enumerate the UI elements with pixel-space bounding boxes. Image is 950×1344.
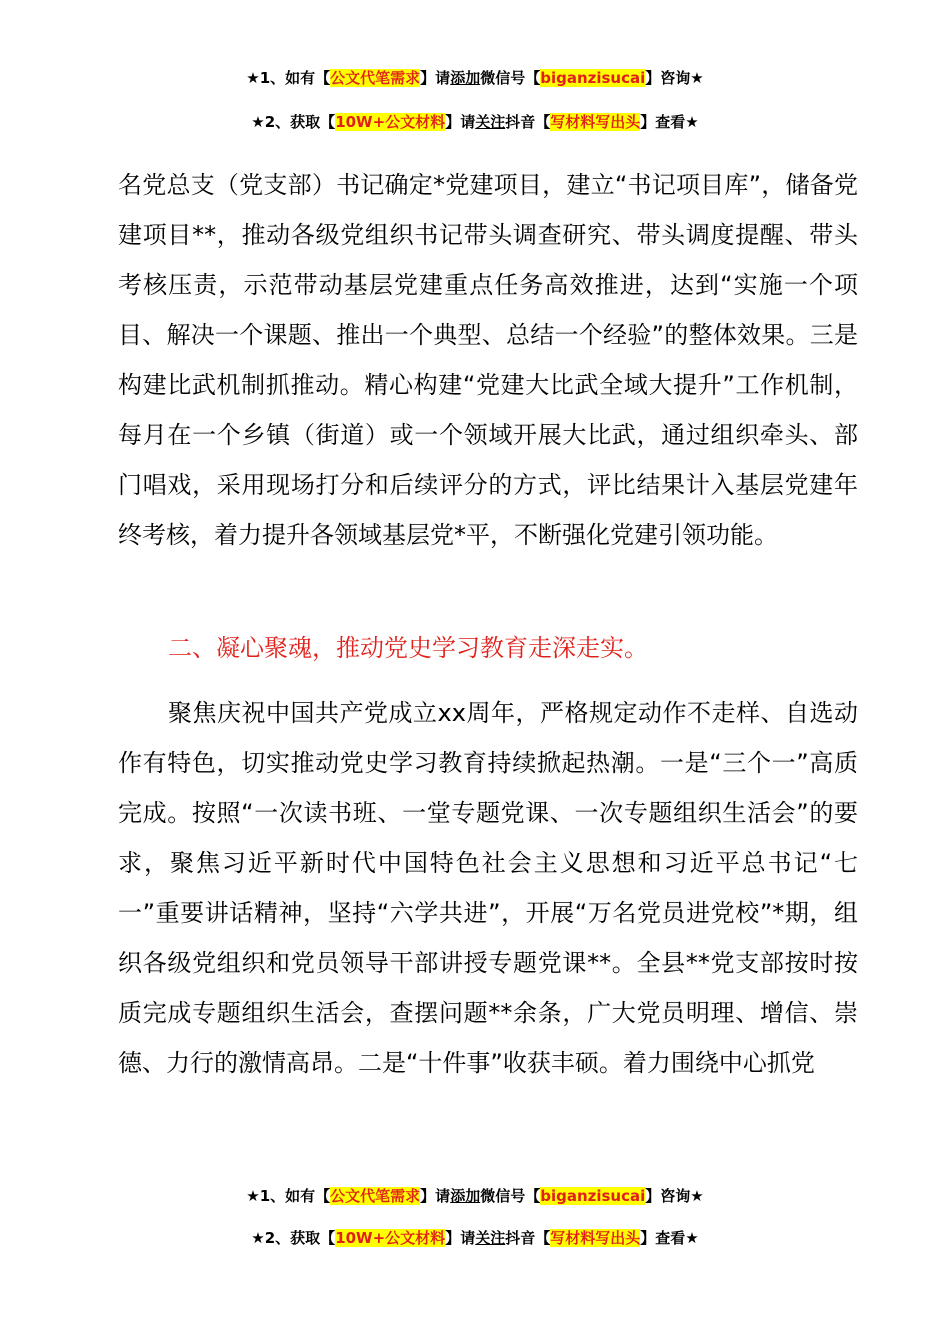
promo-text: 抖音【 [505,113,551,131]
promo-highlight-douyin: 写材料写出头 [550,113,641,131]
promo-text: 抖音【 [505,1229,551,1247]
body-paragraph-1: 名党总支（党支部）书记确定*党建项目，建立“书记项目库”，储备党建项目**，推动各级党组织书记带头调查研究、带头调度提醒、带头考核压责，示范带动基层党建重点任务高效推进，达到“实施一个项目、解决一个课题、推出一个典型、总结一个经验”的整体效果。三是构建比武机制抓推动。精心构建“党建大比武全域大提升”工作机制，每月在一个乡镇（街道）或一个领域开展大比武，通过组织牵头、部门唱戏，采用现场打分和后续评分的方式，评比结果计入基层党建年终考核，着力提升各领域基层党*平，不断强化党建引领功能。 [118,171,858,549]
footer-promo-line-2 [0,1227,950,1249]
promo-prefix: ★2、获取【 [251,1229,336,1247]
promo-underlined-text: 添加 [450,1187,481,1205]
promo-highlight-service: 公文代笔需求 [330,1187,421,1205]
promo-text: 微信号【 [480,69,541,87]
promo-underlined-text: 关注 [475,1229,506,1247]
promo-suffix: 】查看★ [640,113,699,131]
promo-highlight-materials: 10W+公文材料 [335,113,446,131]
footer-promo-line-1 [0,1185,950,1207]
promo-text: 】请 [420,69,451,87]
promo-text: 】请 [445,113,476,131]
promo-suffix: 】咨询★ [645,69,704,87]
promo-prefix: ★2、获取【 [251,113,336,131]
promo-underlined-text: 添加 [450,69,481,87]
promo-highlight-douyin: 写材料写出头 [550,1229,641,1247]
promo-highlight-wechat-id: biganzisucai [540,1187,646,1205]
header-promo-line-2 [0,111,950,133]
promo-prefix: ★1、如有【 [246,69,331,87]
promo-highlight-service: 公文代笔需求 [330,69,421,87]
promo-highlight-materials: 10W+公文材料 [335,1229,446,1247]
promo-prefix: ★1、如有【 [246,1187,331,1205]
promo-text: 】请 [420,1187,451,1205]
promo-suffix: 】查看★ [640,1229,699,1247]
promo-highlight-wechat-id: biganzisucai [540,69,646,87]
section-heading: 二、凝心聚魂，推动党史学习教育走深走实。 [168,634,648,662]
promo-text: 微信号【 [480,1187,541,1205]
body-paragraph-2: 聚焦庆祝中国共产党成立xx周年，严格规定动作不走样、自选动作有特色，切实推动党史学习教育持续掀起热潮。一是“三个一”高质完成。按照“一次读书班、一堂专题党课、一次专题组织生活会”的要求，聚焦习近平新时代中国特色社会主义思想和习近平总书记“七一”重要讲话精神，坚持“六学共进”，开展“万名党员进党校”*期，组织各级党组织和党员领导干部讲授专题党课**。全县**党支部按时按质完成专题组织生活会，查摆问题**余条，广大党员明理、增信、崇德、力行的激情高昂。二是“十件事”收获丰硕。着力围绕中心抓党 [118,699,858,1077]
promo-suffix: 】咨询★ [645,1187,704,1205]
header-promo-line-1 [0,67,950,89]
promo-underlined-text: 关注 [475,113,506,131]
promo-text: 】请 [445,1229,476,1247]
